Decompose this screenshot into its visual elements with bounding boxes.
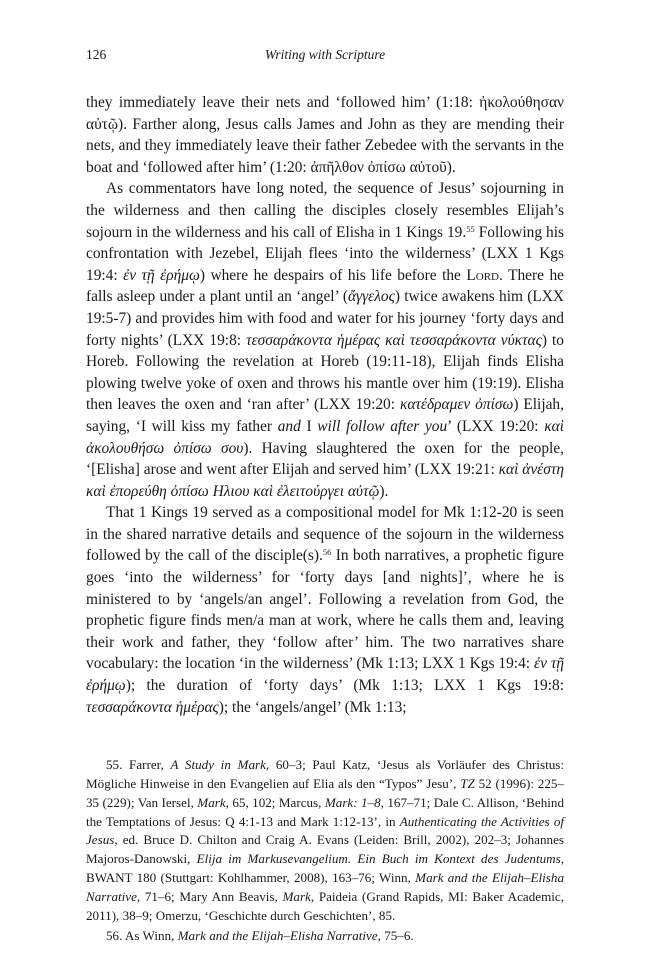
footnotes [86,756,564,946]
footnote-56 [86,927,564,946]
book-page [86,44,564,946]
footnote-text: 55. Farrer, [106,757,171,773]
paragraph-text: ). [379,482,389,500]
emphasis: will follow after you [317,417,448,435]
greek-phrase: τεσσαράκοντα ἡμέρας [86,698,219,716]
paragraph-text: ’ (LXX 19:20: [447,417,545,435]
paragraph-text: That 1 Kings 19 served as a compositional model for Mk 1:12-20 is seen in the shared narrative details and sequence of the sojourn in the wilderness followed by the call of the disciple(s). [86,504,564,565]
book-title: Mark: 1–8 [324,794,381,810]
footnote-text: , 75–6. [377,928,414,944]
footnote-text: 52 (1996): 225–35 (229); Van Iersel, [86,776,564,810]
paragraph-1 [86,92,564,178]
footnote-text: , 60–3; Paul Katz, ‘Jesus als Vorläufer des Christus: Mögliche Hinweise in den Evangelien auf Elia als den “Typos” Jesu’, [86,757,565,792]
paragraph-text: Following his confrontation with Jezebel, Elijah flees ‘into the wilderness’ (LXX 1 Kgs 19:4: [86,223,564,284]
footnote-text: , BWANT 180 (Stuttgart: Kohlhammer, 2008), 163–76; Winn, [86,851,564,885]
journal-title: TZ [460,776,475,792]
paragraph-text: ) twice awakens him (LXX 19:5-7) and provides him with food and water for his journey ‘forty days and forty nights’ (LXX 19:8: [86,288,565,349]
divine-name: Lord [466,266,500,284]
book-title: Mark and the Elijah–Elisha Narrative [86,870,564,904]
greek-phrase: τεσσαράκοντα ἡμέρας καὶ τεσσαράκοντα νύκτας [246,331,542,349]
running-title: Writing with Scripture [264,47,386,62]
emphasis: and [277,417,301,435]
book-title: Mark and the Elijah–Elisha Narrative [177,928,378,944]
paragraph-text: ) Elijah, saying, ‘I will kiss my father [86,396,564,435]
footnote-text: 56. As Winn, [106,928,178,944]
greek-phrase: ἐν τῇ ἐρήμῳ [123,266,200,284]
paragraph-text: As commentators have long noted, the sequence of Jesus’ sojourning in the wilderness and then calling the disciples closely resembles Elijah’s sojourn in the wilderness and his call of Elisha in 1 Kings 19. [86,180,564,241]
paragraph-3 [86,502,564,718]
paragraph-text: ) where he despairs of his life before the [199,266,467,284]
paragraph-text: ); the duration of ‘forty days’ (Mk 1:13; LXX 1 Kgs 19:8: [125,677,564,695]
book-title: A Study in Mark [170,757,266,773]
footnote-text: , 65, 102; Marcus, [225,794,325,810]
greek-phrase: καὶ ἀνέστη καὶ ἐπορεύθη ὀπίσω Ηλιου καὶ ἐλειτούργει αὐτῷ [86,461,564,500]
paragraph-text: . There he falls asleep under a plant until an ‘angel’ ( [86,266,564,306]
footnote-text: , ed. Bruce D. Chilton and Craig A. Evans (Leiden: Brill, 2002), 202–3; Johannes Majoros-Danowski, [86,832,564,867]
book-title: Elija im Markusevangelium. Ein Buch im Kontext des Judentums [196,851,561,867]
greek-phrase: κατέδραμεν ὀπίσω [399,396,514,414]
greek-phrase: καὶ ἀκολουθήσω ὀπίσω σου [86,417,564,457]
book-title: Authenticating the Activities of Jesus [86,813,565,848]
greek-phrase: ἐν τῇ ἐρήμῳ [86,655,565,695]
paragraph-2 [86,178,564,502]
paragraph-text: ). Having slaughtered the oxen for the people, ‘[Elisha] arose and went after Elijah and served him’ (LXX 19:21: [86,439,564,479]
book-title: Mark [282,888,311,904]
footnote-ref-55: 55 [466,223,475,234]
paragraph-text: I [300,417,318,435]
footnote-text: , 71–6; Mary Ann Beavis, [136,888,283,904]
footnote-text: , Paideia (Grand Rapids, MI: Baker Academic, 2011), 38–9; Omerzu, ‘Geschichte durch Geschichten’, 85. [86,888,564,923]
footnote-text: , 167–71; Dale C. Allison, ‘Behind the Temptations of Jesus: Q 4:1-13 and Mark 1:12-13’, in [86,794,565,829]
paragraph-text: they immediately leave their nets and ‘followed him’ (1:18: ἠκολούθησαν αὐτῷ). Farther along, Jesus calls James and John as they are mending their nets, and they immediately leave their father Zebedee with the servants in the boat and ‘followed after him’ (1:20: ἀπῆλθον ὀπίσω αὐτοῦ). [86,94,564,176]
greek-phrase: ἄγγελος [347,288,395,306]
paragraph-text: ) to Horeb. Following the revelation at Horeb (19:11-18), Elijah finds Elisha plowing twelve yoke of oxen and throws his mantle over him (19:19). Elisha then leaves the oxen and ‘ran after’ (LXX 19:20: [86,331,564,414]
page-number: 126 [86,47,107,62]
body-text [86,92,564,718]
book-title: Mark [197,794,226,810]
footnote-ref-56: 56 [322,547,332,558]
paragraph-text: ); the ‘angels/angel’ (Mk 1:13; [218,698,407,716]
paragraph-text: In both narratives, a prophetic figure goes ‘into the wilderness’ for ‘forty days [and nights]’, where he is ministered to by ‘angels/an angel’. Following a revelation from God, the prophetic figure finds men/a man at work, where he calls them and, leaving their work and father, they ‘follow after’ him. The two narratives share vocabulary: the location ‘in the wilderness’ (Mk 1:13; LXX 1 Kgs 19:4: [86,547,564,673]
footnote-55 [86,756,564,925]
running-head [86,44,564,66]
